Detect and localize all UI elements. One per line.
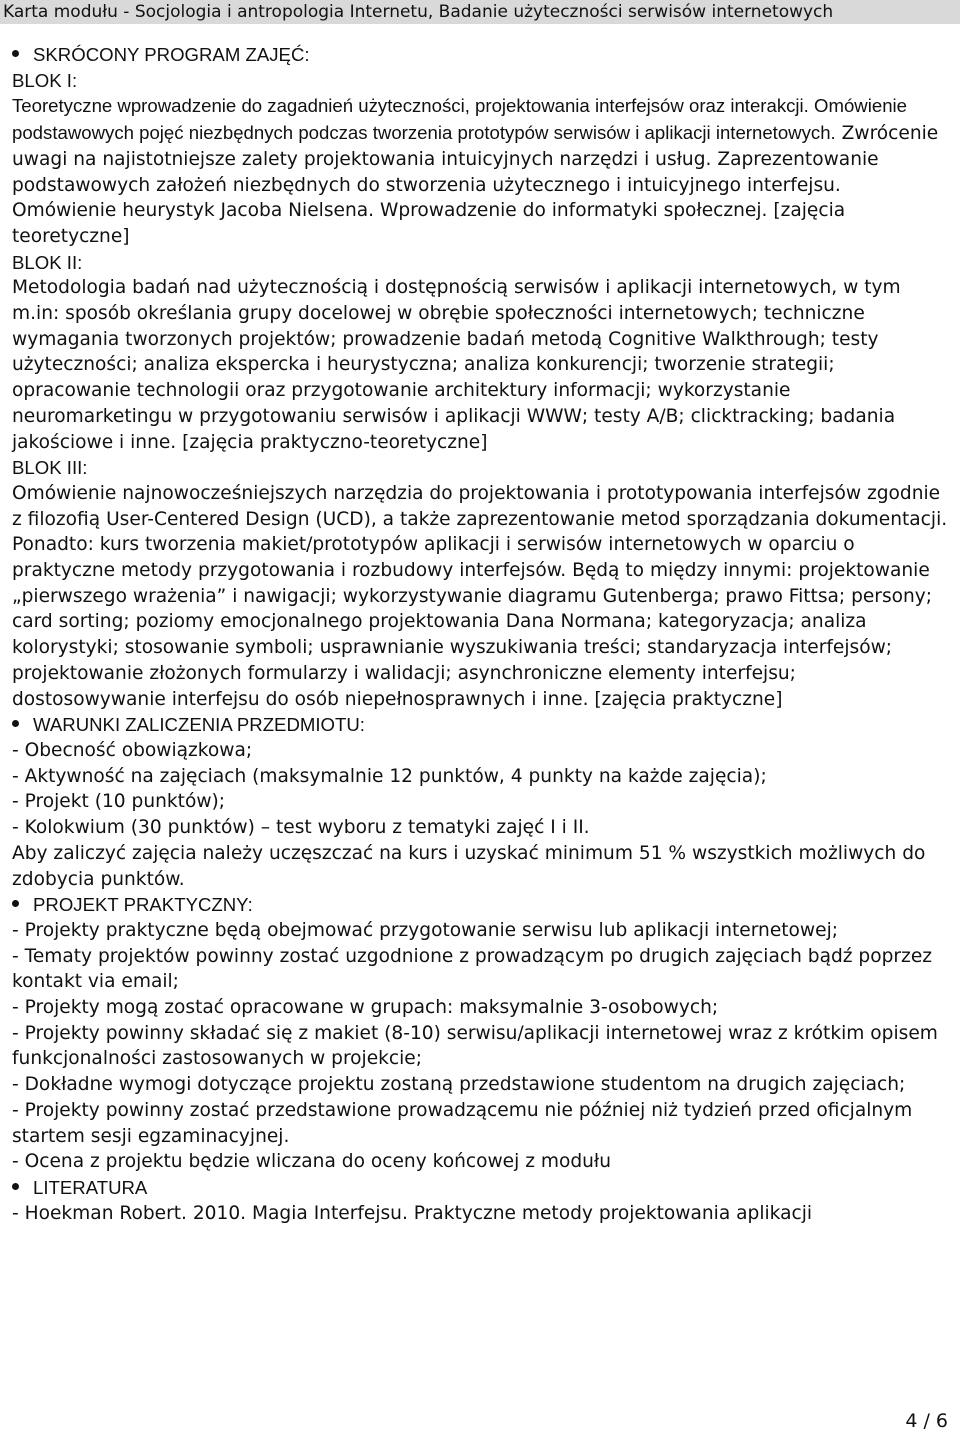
projekt-item: - Projekty praktyczne będą obejmować przygotowanie serwisu lub aplikacji internetowej; bbox=[12, 919, 839, 941]
warunki-item: - Kolokwium (30 punktów) – test wyboru z tematyki zajęć I i II. bbox=[12, 817, 590, 839]
program-heading-text: SKRÓCONY PROGRAM ZAJĘĆ: bbox=[33, 44, 310, 65]
projekt-heading bbox=[12, 892, 948, 918]
header-title: Karta modułu - Socjologia i antropologia Internetu, Badanie użyteczności serwisów internetowych bbox=[3, 2, 834, 22]
bullet-icon bbox=[12, 1183, 19, 1190]
literatura-item: - Hoekman Robert. 2010. Magia Interfejsu. Praktyczne metody projektowania aplikacji bbox=[12, 1202, 813, 1224]
projekt-item: - Projekty powinny zostać przedstawione prowadzącemu nie później niż tydzień przed oficjalnym startem sesji egzaminacyjnej. bbox=[12, 1099, 913, 1147]
projekt-item: - Dokładne wymogi dotyczące projektu zostaną przedstawione studentom na drugich zajęciach; bbox=[12, 1074, 906, 1096]
blok3-label: BLOK III: bbox=[12, 457, 88, 479]
bullet-icon bbox=[12, 720, 19, 727]
page-header bbox=[0, 0, 960, 24]
blok1-text-a: Teoretyczne wprowadzenie do zagadnień użyteczności, projektowania interfejsów oraz interakcji. Omówienie podstawowych pojęć niezbędnych podczas tworzenia prototypów serwisów i aplikacji internetowych. bbox=[12, 95, 908, 144]
warunki-heading-text: WARUNKI ZALICZENIA PRZEDMIOTU: bbox=[33, 714, 365, 736]
projekt-item: - Projekty powinny składać się z makiet (8-10) serwisu/aplikacji internetowej wraz z krótkim opisem funkcjonalności zastosowanych w projekcie; bbox=[12, 1022, 938, 1070]
document-body bbox=[12, 42, 948, 1226]
bullet-icon bbox=[12, 900, 19, 907]
warunki-item: Aby zaliczyć zajęcia należy uczęszczać na kurs i uzyskać minimum 51 % wszystkich możliwych do zdobycia punktów. bbox=[12, 842, 926, 890]
program-heading bbox=[12, 42, 948, 68]
projekt-item: - Ocena z projektu będzie wliczana do oceny końcowej z modułu bbox=[12, 1151, 612, 1173]
bullet-icon bbox=[12, 50, 19, 57]
blok1-text-b: Zwrócenie uwagi na najistotniejsze zalety projektowania intuicyjnych narzędzi i usług. Zaprezentowanie podstawowych założeń niezbędnych do stworzenia użytecznego i intuicyjnego interfejsu. Omówienie heurystyk Jacoba Nielsena. Wprowadzenie do informatyki społecznej. [zajęcia teoretyczne] bbox=[12, 123, 939, 247]
warunki-item: - Projekt (10 punktów); bbox=[12, 791, 226, 813]
warunki-item: - Obecność obowiązkowa; bbox=[12, 739, 253, 761]
blok3-paragraph: Omówienie najnowocześniejszych narzędzia do projektowania i prototypowania interfejsów zgodnie z filozofią User-Centered Design (UCD), a także zaprezentowanie metod sporządzania dokumentacji. Ponadto: kurs tworzenia makiet/prototypów aplikacji i serwisów internetowych w oparciu o praktyczne metody przygotowania i rozbudowy interfejsów. Będą to między innymi: projektowanie „pierwszego wrażenia” i nawigacji; wykorzystywanie diagramu Gutenberga; prawo Fittsa; persony; card sorting; poziomy emocjonalnego projektowania Dana Normana; kategoryzacja; analiza kolorystyki; stosowanie symboli; usprawnianie wyszukiwania treści; standaryzacja interfejsów; projektowanie złożonych formularzy i walidacji; asynchroniczne elementy interfejsu; dostosowywanie interfejsu do osób niepełnosprawnych i inne. [zajęcia praktyczne] bbox=[12, 482, 948, 710]
warunki-heading bbox=[12, 712, 948, 738]
blok1-label: BLOK I: bbox=[12, 69, 78, 91]
projekt-item: - Tematy projektów powinny zostać uzgodnione z prowadzącym po drugich zajęciach bądź poprzez kontakt via email; bbox=[12, 945, 933, 993]
projekt-heading-text: PROJEKT PRAKTYCZNY: bbox=[33, 894, 253, 916]
blok2-label: BLOK II: bbox=[12, 251, 83, 273]
blok1-paragraph bbox=[12, 93, 948, 249]
projekt-item: - Projekty mogą zostać opracowane w grupach: maksymalnie 3-osobowych; bbox=[12, 997, 719, 1019]
page-number: 4 / 6 bbox=[905, 1410, 948, 1432]
warunki-item: - Aktywność na zajęciach (maksymalnie 12 punktów, 4 punkty na każde zajęcia); bbox=[12, 765, 767, 787]
blok2-paragraph: Metodologia badań nad użytecznością i dostępnością serwisów i aplikacji internetowych, w tym m.in: sposób określania grupy docelowej w obrębie społeczności internetowych; techniczne wymagania tworzonych projektów; prowadzenie badań metodą Cognitive Walkthrough; testy użyteczności; analiza ekspercka i heurystyczna; analiza konkurencji; tworzenie strategii; opracowanie technologii oraz przygotowanie architektury informacji; wykorzystanie neuromarketingu w przygotowaniu serwisów i aplikacji WWW; testy A/B; clicktracking; badania jakościowe i inne. [zajęcia praktyczno-teoretyczne] bbox=[12, 277, 901, 453]
literatura-heading bbox=[12, 1175, 948, 1201]
literatura-heading-text: LITERATURA bbox=[33, 1176, 148, 1198]
